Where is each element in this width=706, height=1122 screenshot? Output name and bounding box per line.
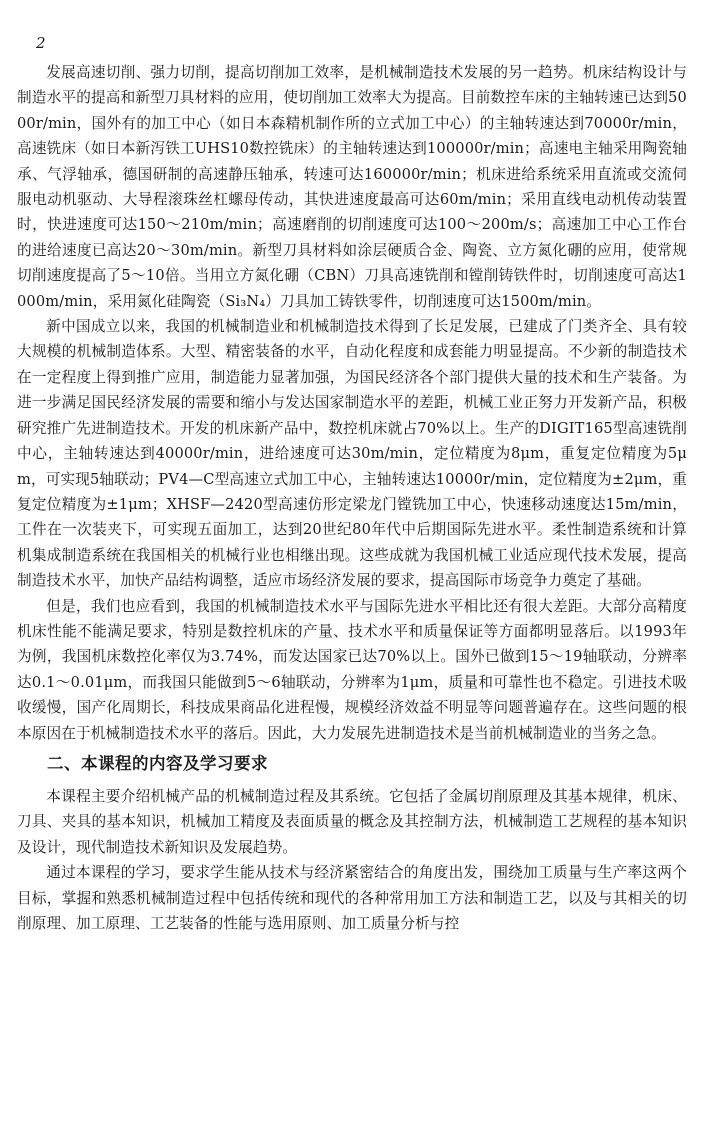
page-body: [17, 60, 687, 936]
page-number: 2: [36, 34, 46, 52]
section-heading-course-content: 二、本课程的内容及学习要求: [47, 753, 268, 773]
paragraph-china-development: 新中国成立以来，我国的机械制造业和机械制造技术得到了长足发展，已建成了门类齐全、具有较大规模的机械制造体系。大型、精密装备的水平，自动化程度和成套能力明显提高。不少新的制造技术在一定程度上得到推广应用，制造能力显著加强，为国民经济各个部门提供大量的技术和生产装备。为进一步满足国民经济发展的需要和缩小与发达国家制造水平的差距，机械工业正努力开发新产品，积极研究推广先进制造技术。开发的机床新产品中，数控机床就占70%以上。生产的DIGIT165型高速铣削中心，主轴转速达到40000r/min，进给速度可达30m/min，定位精度为8μm，重复定位精度为5μm，可实现5轴联动；PV4—C型高速立式加工中心，主轴转速达10000r/min，定位精度为±2μm，重复定位精度为±1μm；XHSF—2420型高速仿形定梁龙门镗铣加工中心，快速移动速度达15m/min，工件在一次装夹下，可实现五面加工，达到20世纪80年代中后期国际先进水平。柔性制造系统和计算机集成制造系统在我国相关的机械行业也相继出现。这些成就为我国机械工业适应现代技术发展，提高制造技术水平，加快产品结构调整，适应市场经济发展的要求，提高国际市场竞争力奠定了基础。: [17, 318, 687, 590]
paragraph-high-speed-cutting: 发展高速切削、强力切削，提高切削加工效率，是机械制造技术发展的另一趋势。机床结构设计与制造水平的提高和新型刀具材料的应用，使切削加工效率大为提高。目前数控车床的主轴转速已达到5000r/min，国外有的加工中心（如日本森精机制作所的立式加工中心）的主轴转速达到70000r/min，高速铣床（如日本新泻铁工UHS10数控铣床）的主轴转速达到100000r/min；高速电主轴采用陶瓷轴承、气浮轴承，德国研制的高速静压轴承，转速可达160000r/min；机床进给系统采用直流或交流伺服电动机驱动、大导程滚珠丝杠螺母传动，其快进速度最高可达60m/min；采用直线电动机传动装置时，快进速度可达150～210m/min；高速磨削的切削速度可达100～200m/s；高速加工中心工作台的进给速度已高达20～30m/min。新型刀具材料如涂层硬质合金、陶瓷、立方氮化硼的应用，使常规切削速度提高了5～10倍。当用立方氮化硼（CBN）刀具高速铣削和镗削铸铁件时，切削速度可高达1000m/min，采用氮化硅陶瓷（Si₃N₄）刀具加工铸铁零件，切削速度可达1500m/min。: [17, 64, 687, 310]
paragraph-gap-analysis: 但是，我们也应看到，我国的机械制造技术水平与国际先进水平相比还有很大差距。大部分高精度机床性能不能满足要求，特别是数控机床的产量、技术水平和质量保证等方面都明显落后。以1993年为例，我国机床数控化率仅为3.74%，而发达国家已达70%以上。国外已做到15～19轴联动，分辨率达0.1～0.01μm，而我国只能做到5～6轴联动，分辨率为1μm，质量和可靠性也不稳定。引进技术吸收缓慢，国产化周期长，科技成果商品化进程慢，规模经济效益不明显等问题普遍存在。这些问题的根本原因在于机械制造技术水平的落后。因此，大力发展先进制造技术是当前机械制造业的当务之急。: [17, 597, 687, 742]
paragraph-course-scope: 本课程主要介绍机械产品的机械制造过程及其系统。它包括了金属切削原理及其基本规律，机床、刀具、夹具的基本知识，机械加工精度及表面质量的概念及其控制方法，机械制造工艺规程的基本知识及设计，现代制造技术新知识及发展趋势。: [17, 787, 687, 856]
paragraph-learning-requirements: 通过本课程的学习，要求学生能从技术与经济紧密结合的角度出发，围绕加工质量与生产率这两个目标，掌握和熟悉机械制造过程中包括传统和现代的各种常用加工方法和制造工艺，以及与其相关的切削原理、加工原理、工艺装备的性能与选用原则、加工质量分析与控: [17, 864, 687, 932]
